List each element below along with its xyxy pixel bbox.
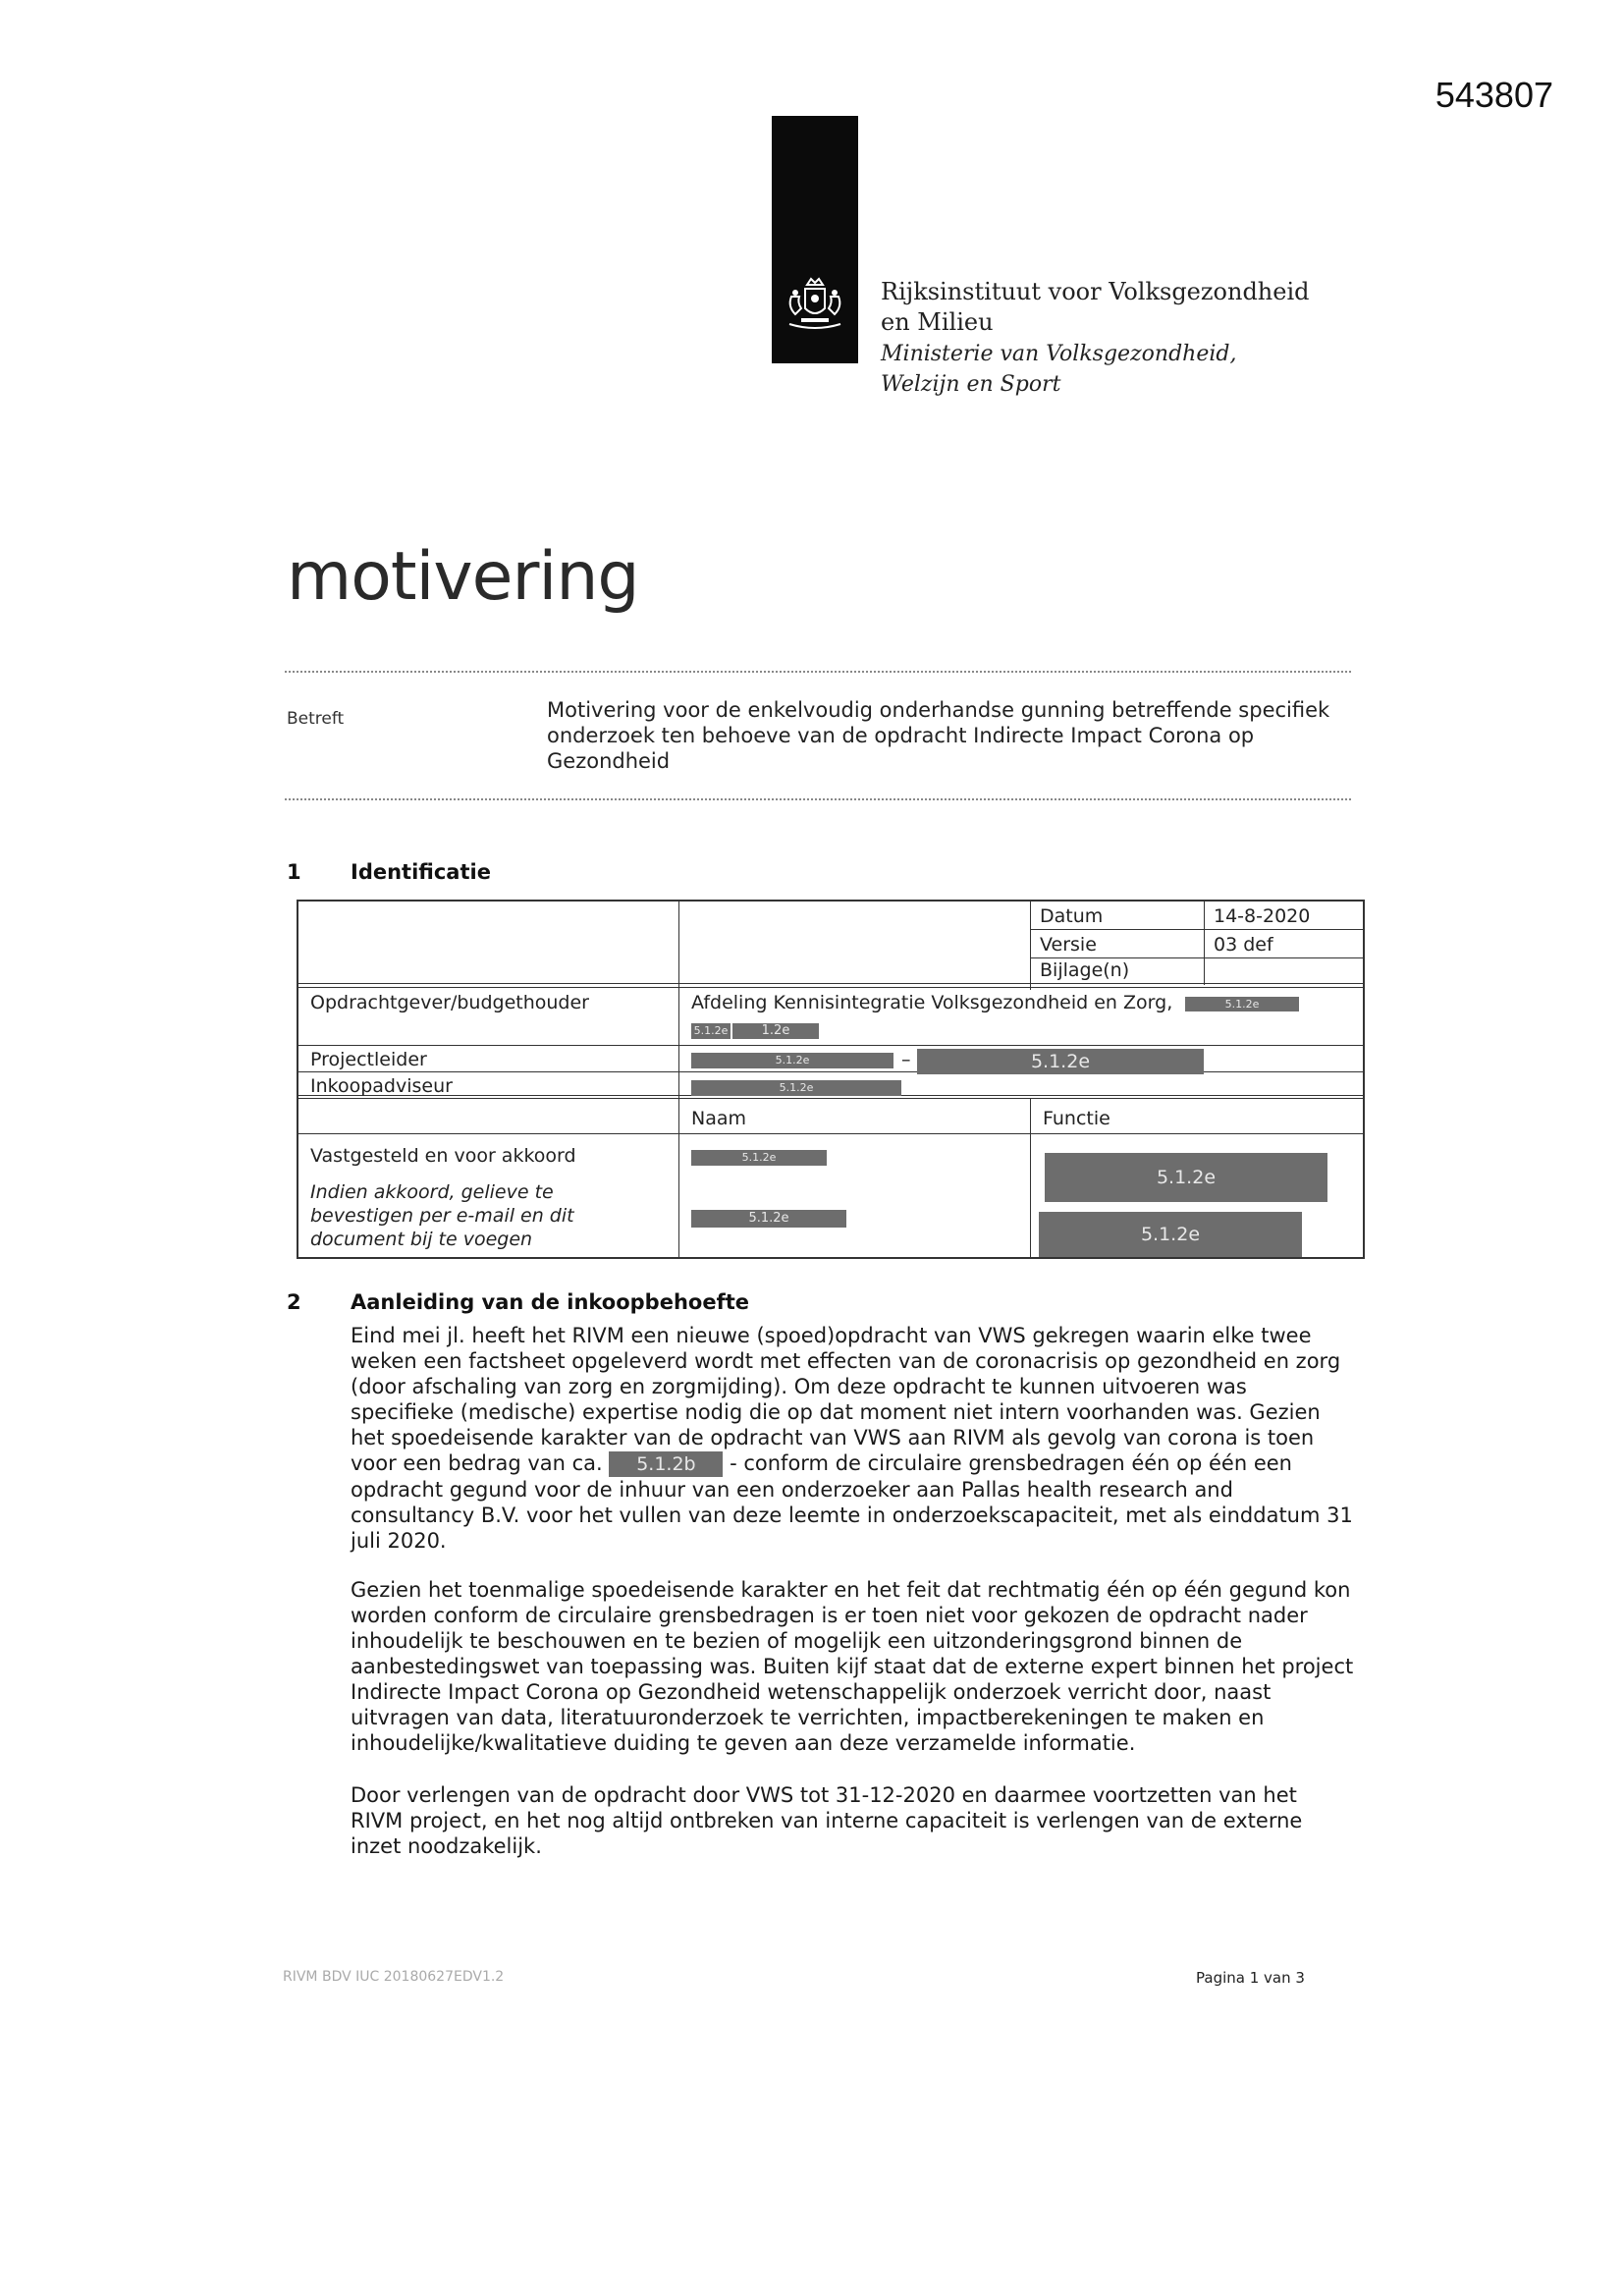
- organisation-name: [881, 277, 1310, 338]
- paragraph-1: [351, 1323, 1354, 1554]
- ministry-name: [881, 339, 1236, 400]
- redaction-box: 5.1.2e: [691, 1023, 731, 1039]
- opdrachtgever-label: Opdrachtgever/budgethouder: [310, 992, 589, 1013]
- ministry-line-1: Ministerie van Volksgezondheid,: [881, 342, 1237, 366]
- crest-icon: [782, 275, 848, 342]
- opdrachtgever-value: Afdeling Kennisintegratie Volksgezondheid en Zorg,: [691, 992, 1173, 1013]
- redaction-box: 5.1.2e: [691, 1053, 893, 1068]
- row-line: [1030, 929, 1363, 930]
- row-line: [298, 987, 1363, 988]
- document-number: 543807: [1435, 75, 1553, 115]
- col-divider-2b: [1030, 1098, 1031, 1257]
- redaction-box: 5.1.2e: [1185, 997, 1299, 1011]
- footer-reference: RIVM BDV IUC 20180627EDV1.2: [283, 1969, 505, 1985]
- datum-value: 14-8-2020: [1214, 905, 1311, 927]
- redaction-box: 5.1.2e: [691, 1150, 827, 1166]
- paragraph-1-start: Eind mei jl. heeft het RIVM een nieuwe (spoed)opdracht van VWS gekregen waarin elke twee weken een factsheet opgeleverd wordt met effecten van de coronacrisis op gezondheid en zorg (door afschaling van zorg en zorgmijding). Om deze opdracht te kunnen uitvoeren was specifieke (medische) expertise nodig die op dat moment niet intern voorhanden was. Gezien het spoedeisende karakter van de opdracht van VWS aan RIVM als gevolg van corona is toen voor een bedrag van ca.: [351, 1324, 1341, 1475]
- redaction-box: 5.1.2e: [917, 1049, 1204, 1074]
- ministry-line-2: Welzijn en Sport: [881, 372, 1061, 397]
- identification-table: [297, 900, 1365, 1259]
- redaction-box: 1.2e: [732, 1023, 819, 1039]
- divider-bottom: [285, 798, 1351, 800]
- redaction-box: 5.1.2e: [1039, 1212, 1302, 1257]
- versie-label: Versie: [1040, 934, 1097, 956]
- section-title: Identificatie: [351, 860, 491, 884]
- col-divider-1: [678, 902, 679, 1257]
- vastgesteld-label: Vastgesteld en voor akkoord: [310, 1145, 576, 1167]
- row-line: [1030, 957, 1363, 958]
- row-line: [298, 1098, 1363, 1099]
- redaction-box: 5.1.2e: [691, 1210, 846, 1228]
- paragraph-3: Door verlengen van de opdracht door VWS tot 31-12-2020 en daarmee voortzetten van het RIVM project, en het nog altijd ontbreken van interne capaciteit is verlengen van de externe inzet noodzakelijk.: [351, 1783, 1303, 1858]
- betreft-label: Betreft: [287, 709, 345, 729]
- betreft-text: Motivering voor de enkelvoudig onderhandse gunning betreffende specifiek onderzoek ten behoeve van de opdracht Indirecte Impact Corona op Gezondheid: [547, 698, 1330, 773]
- page-number: Pagina 1 van 3: [1196, 1969, 1305, 1987]
- document-title: motivering: [287, 538, 639, 616]
- versie-value: 03 def: [1214, 934, 1273, 956]
- logo-bar: [772, 116, 858, 363]
- org-line-2: en Milieu: [881, 308, 994, 336]
- functie-header: Functie: [1043, 1108, 1110, 1129]
- paragraph-1-end: - conform de circulaire grensbedragen één op één een opdracht gegund voor de inhuur van een onderzoeker aan Pallas health research and consultancy B.V. voor het vullen van deze leemte in onderzoekscapaciteit, met als einddatum 31 juli 2020.: [351, 1451, 1353, 1553]
- bijlage-label: Bijlage(n): [1040, 959, 1130, 981]
- indien-akkoord-text: Indien akkoord, gelieve te bevestigen per e-mail en dit document bij te voegen: [310, 1181, 574, 1250]
- org-line-1: Rijksinstituut voor Volksgezondheid: [881, 278, 1310, 305]
- section-title: Aanleiding van de inkoopbehoefte: [351, 1290, 749, 1314]
- divider-top: [285, 671, 1351, 673]
- col-divider-3: [1204, 902, 1205, 985]
- col-divider-2: [1030, 902, 1031, 990]
- dash-separator: –: [901, 1049, 911, 1070]
- naam-header: Naam: [691, 1108, 747, 1129]
- row-line: [298, 1045, 1363, 1046]
- row-line: [298, 1133, 1363, 1134]
- row-line: [298, 983, 1363, 984]
- section-number: 1: [287, 860, 301, 884]
- redaction-box: 5.1.2e: [1045, 1153, 1327, 1202]
- inkoopadviseur-label: Inkoopadviseur: [310, 1075, 453, 1097]
- paragraph-2: Gezien het toenmalige spoedeisende karakter en het feit dat rechtmatig één op één gegund kon worden conform de circulaire grensbedragen is er toen niet voor gekozen de opdracht nader inhoudelijk te beschouwen en te bezien of mogelijk een uitzonderingsgrond binnen de aanbestedingswet van toepassing was. Buiten kijf staat dat de externe expert binnen het project Indirecte Impact Corona op Gezondheid wetenschappelijk onderzoek verricht door, naast uitvragen van data, literatuuronderzoek te verrichten, impactberekeningen te maken en inhoudelijke/kwalitatieve duiding te geven aan deze verzamelde informatie.: [351, 1578, 1354, 1755]
- datum-label: Datum: [1040, 905, 1104, 927]
- redaction-box: 5.1.2e: [691, 1080, 901, 1096]
- projectleider-label: Projectleider: [310, 1049, 427, 1070]
- redaction-inline: 5.1.2b: [609, 1451, 723, 1477]
- section-number: 2: [287, 1290, 301, 1314]
